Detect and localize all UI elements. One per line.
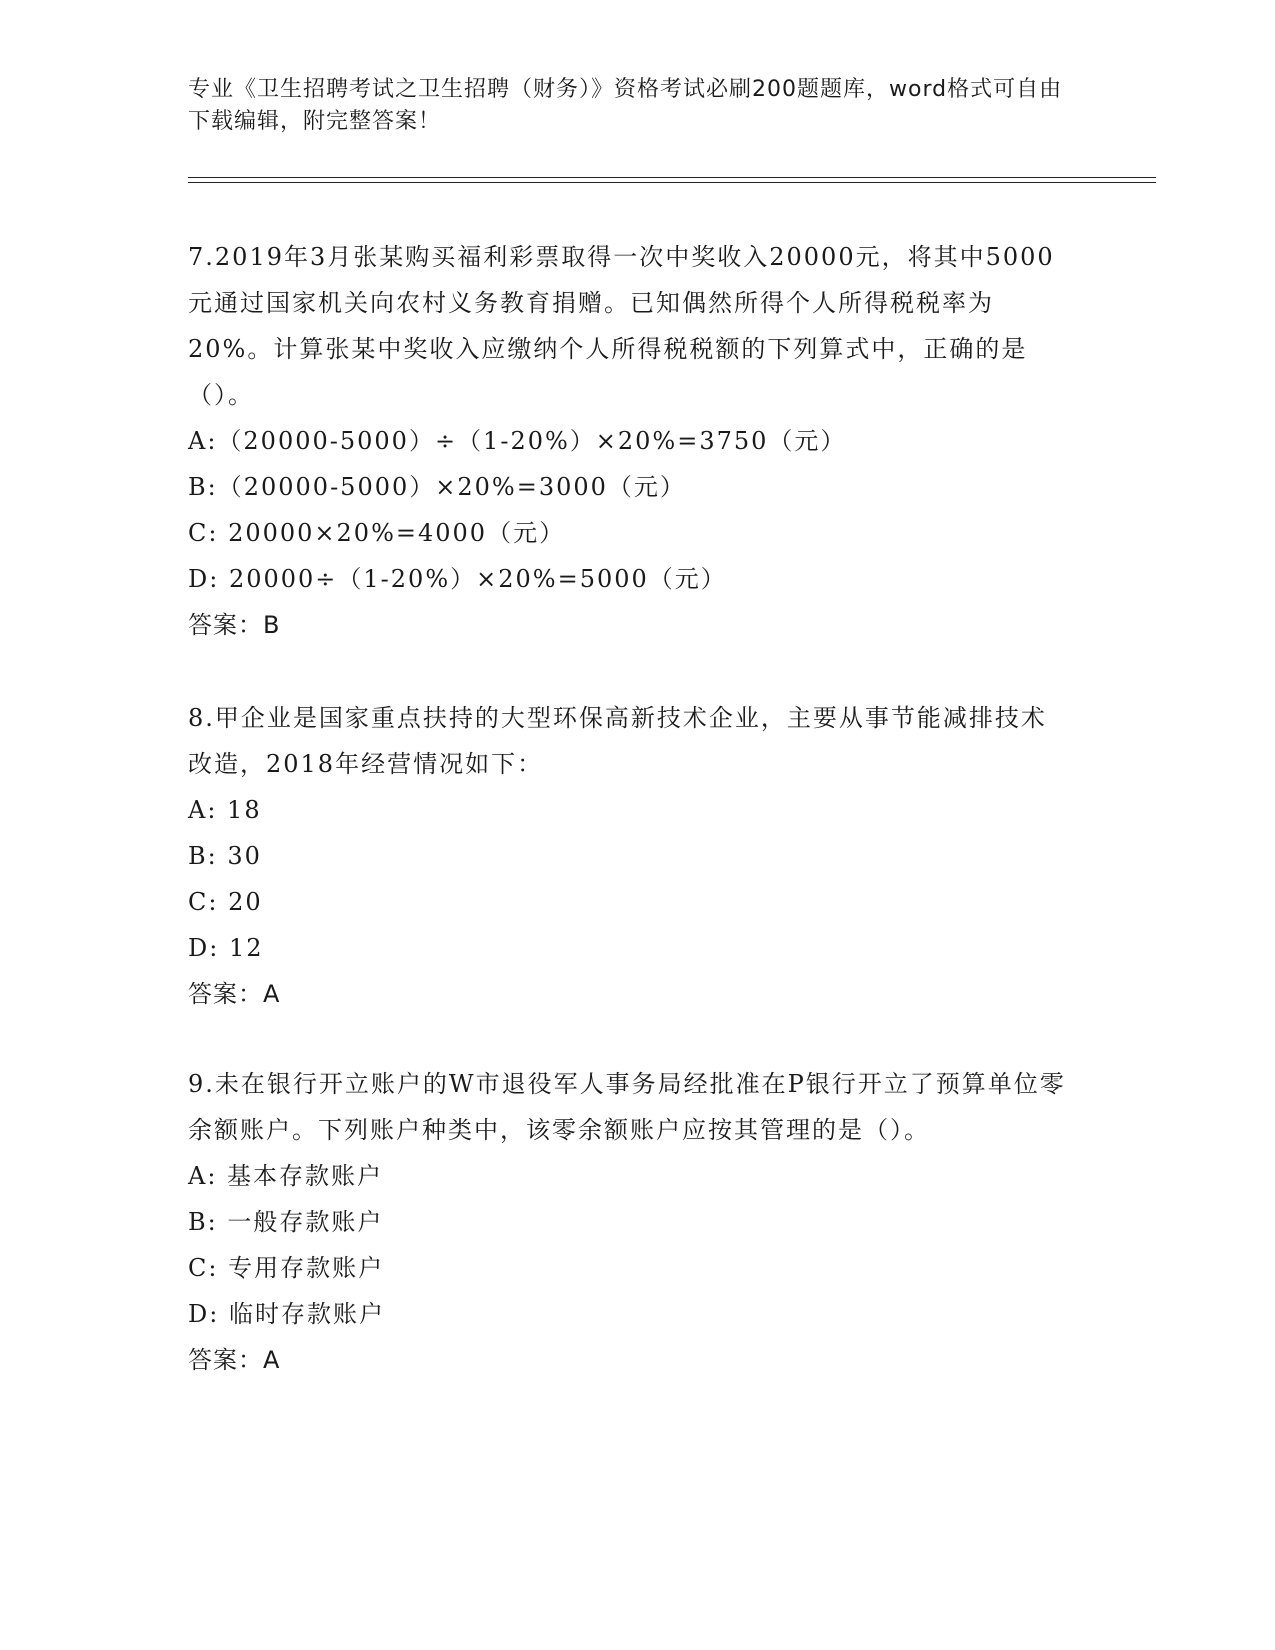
document-header: 专业《卫生招聘考试之卫生招聘（财务）》资格考试必刷200题题库，word格式可自由下载编辑，附完整答案！: [188, 77, 1063, 134]
question-7: [188, 234, 1068, 648]
answer-label: 答案：A: [188, 1346, 281, 1374]
option-b: B: 30: [188, 842, 262, 870]
option-c: C: 20000×20%=4000（元）: [188, 519, 566, 547]
header-divider-bottom: [188, 182, 1156, 183]
answer-label: 答案：A: [188, 980, 281, 1008]
option-d: D: 20000÷（1-20%）×20%=5000（元）: [188, 565, 727, 593]
answer-label: 答案：B: [188, 611, 281, 639]
question-text: 9.未在银行开立账户的W市退役军人事务局经批准在P银行开立了预算单位零余额账户。下列账户种类中，该零余额账户应按其管理的是（）。: [188, 1070, 1066, 1144]
question-9: [188, 1061, 1068, 1383]
option-b: B:（20000-5000）×20%=3000（元）: [188, 473, 686, 501]
option-a: A: 基本存款账户: [188, 1162, 384, 1190]
option-a: A:（20000-5000）÷（1-20%）×20%=3750（元）: [188, 427, 847, 455]
option-c: C: 20: [188, 888, 263, 916]
header-divider-top: [188, 177, 1156, 178]
option-b: B: 一般存款账户: [188, 1208, 384, 1236]
option-a: A: 18: [188, 796, 262, 824]
option-d: D: 12: [188, 934, 264, 962]
question-text: 8.甲企业是国家重点扶持的大型环保高新技术企业，主要从事节能减排技术改造，2018年经营情况如下：: [188, 704, 1047, 778]
option-c: C: 专用存款账户: [188, 1254, 385, 1282]
option-d: D: 临时存款账户: [188, 1300, 385, 1328]
question-text: 7.2019年3月张某购买福利彩票取得一次中奖收入20000元，将其中5000元通过国家机关向农村义务教育捐赠。已知偶然所得个人所得税税率为20%。计算张某中奖收入应缴纳个人所得税税额的下列算式中，正确的是（）。: [188, 243, 1055, 409]
question-8: [188, 695, 1068, 1017]
